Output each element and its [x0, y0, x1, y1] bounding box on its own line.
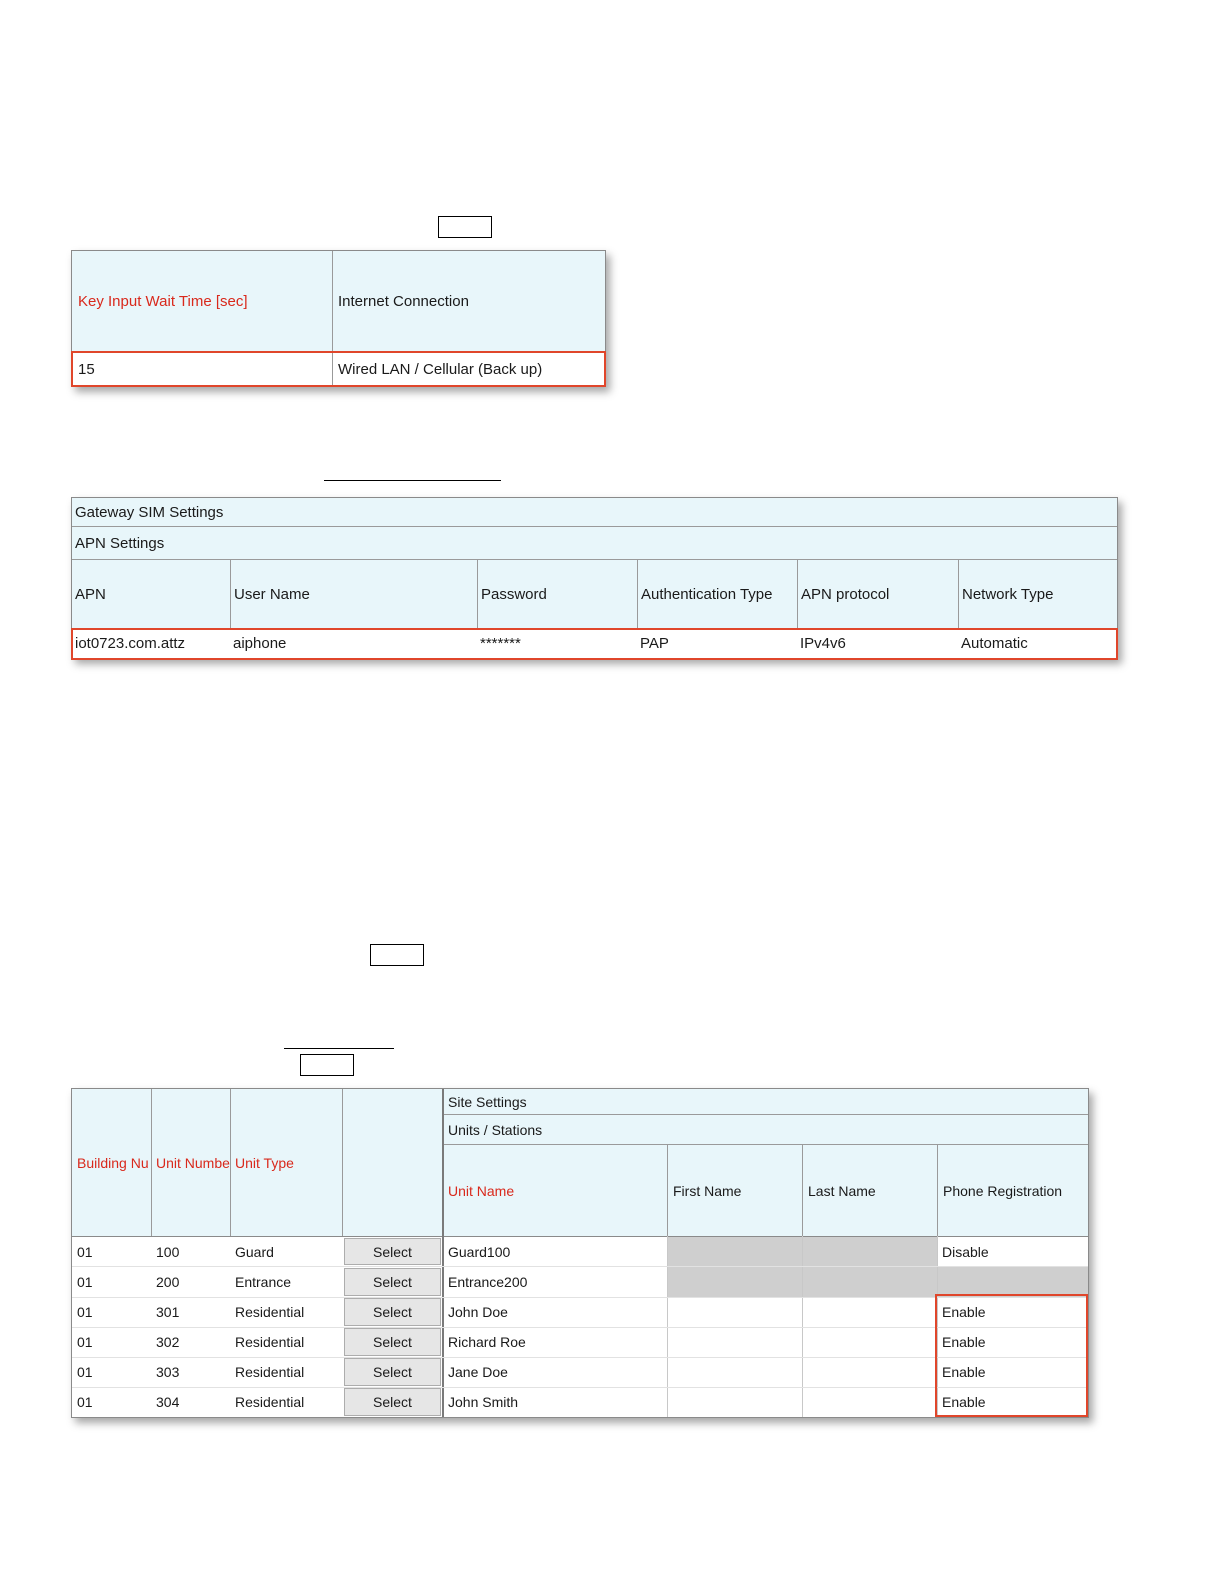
header-internet-connection: Internet Connection [338, 292, 469, 310]
password-value[interactable]: ******* [480, 635, 521, 652]
underline-1 [324, 480, 501, 481]
header-phone-registration: Phone Registration [937, 1145, 1088, 1236]
button-placeholder-3 [300, 1054, 354, 1076]
unit-number-cell: 301 [156, 1304, 180, 1320]
select-button[interactable]: Select [344, 1268, 441, 1296]
table-header-row [72, 560, 1117, 628]
phone-registration-cell[interactable]: Enable [942, 1394, 986, 1410]
unit-type-cell: Residential [235, 1364, 305, 1380]
phone-registration-cell[interactable]: Enable [942, 1334, 986, 1350]
table-subtitle: APN Settings [72, 527, 1117, 560]
header-apn: APN [75, 585, 106, 603]
header-user-name: User Name [230, 560, 477, 628]
table-row [72, 628, 1117, 658]
select-button[interactable]: Select [344, 1328, 441, 1356]
units-stations-table [71, 1088, 1089, 1418]
building-number-cell: 01 [77, 1364, 93, 1380]
apn-value[interactable]: iot0723.com.attz [75, 635, 186, 652]
building-number-cell: 01 [77, 1304, 93, 1320]
button-placeholder-1 [438, 216, 492, 238]
table-header-row [72, 251, 605, 351]
header-unit-name: Unit Name [448, 1182, 515, 1199]
phone-registration-cell[interactable]: Enable [942, 1304, 986, 1320]
button-placeholder-2 [370, 944, 424, 966]
gateway-sim-settings-table [71, 497, 1118, 659]
unit-name-cell[interactable]: Guard100 [448, 1244, 511, 1260]
unit-type-cell: Residential [235, 1304, 305, 1320]
authentication-type-value[interactable]: PAP [640, 635, 669, 652]
building-number-cell: 01 [77, 1244, 93, 1260]
building-number-cell: 01 [77, 1394, 93, 1410]
select-button[interactable]: Select [344, 1298, 441, 1326]
building-number-cell: 01 [77, 1274, 93, 1290]
table-row [72, 352, 605, 386]
phone-registration-cell[interactable]: Enable [942, 1364, 986, 1380]
unit-number-cell: 303 [156, 1364, 180, 1380]
unit-name-cell[interactable]: Entrance200 [448, 1274, 528, 1290]
header-building-number: Building Nu [77, 1154, 149, 1171]
internet-connection-value[interactable]: Wired LAN / Cellular (Back up) [338, 360, 543, 378]
unit-name-cell[interactable]: Jane Doe [448, 1364, 508, 1380]
header-password: Password [477, 560, 637, 628]
building-number-cell: 01 [77, 1334, 93, 1350]
header-first-name: First Name [667, 1145, 802, 1236]
unit-type-cell: Guard [235, 1244, 274, 1260]
unit-number-cell: 200 [156, 1274, 180, 1290]
units-stations-title: Units / Stations [443, 1115, 1088, 1145]
unit-type-cell: Residential [235, 1394, 305, 1410]
apn-protocol-value[interactable]: IPv4v6 [800, 635, 846, 652]
header-unit-number: Unit Numbe [156, 1154, 230, 1171]
select-button[interactable]: Select [344, 1358, 441, 1386]
unit-number-cell: 100 [156, 1244, 180, 1260]
unit-type-cell: Entrance [235, 1274, 292, 1290]
select-button[interactable]: Select [344, 1388, 441, 1416]
header-unit-type: Unit Type [235, 1154, 294, 1171]
header-key-input-wait-time: Key Input Wait Time [sec] [78, 292, 248, 310]
header-last-name: Last Name [802, 1145, 937, 1236]
system-settings-table [71, 250, 606, 387]
unit-number-cell: 302 [156, 1334, 180, 1350]
phone-registration-cell[interactable]: Disable [942, 1244, 989, 1260]
unit-number-cell: 304 [156, 1394, 180, 1410]
unit-type-cell: Residential [235, 1334, 305, 1350]
network-type-value[interactable]: Automatic [961, 635, 1028, 652]
unit-name-cell[interactable]: John Smith [448, 1394, 519, 1410]
unit-name-cell[interactable]: John Doe [448, 1304, 508, 1320]
key-input-wait-time-value[interactable]: 15 [78, 360, 95, 378]
header-authentication-type: Authentication Type [637, 560, 797, 628]
site-settings-title: Site Settings [443, 1089, 1088, 1115]
table-title: Gateway SIM Settings [72, 498, 1117, 527]
header-network-type: Network Type [958, 560, 1117, 628]
user-name-value[interactable]: aiphone [233, 635, 287, 652]
underline-2 [284, 1048, 394, 1049]
unit-name-cell[interactable]: Richard Roe [448, 1334, 526, 1350]
header-apn-protocol: APN protocol [797, 560, 958, 628]
select-button[interactable]: Select [344, 1238, 441, 1265]
